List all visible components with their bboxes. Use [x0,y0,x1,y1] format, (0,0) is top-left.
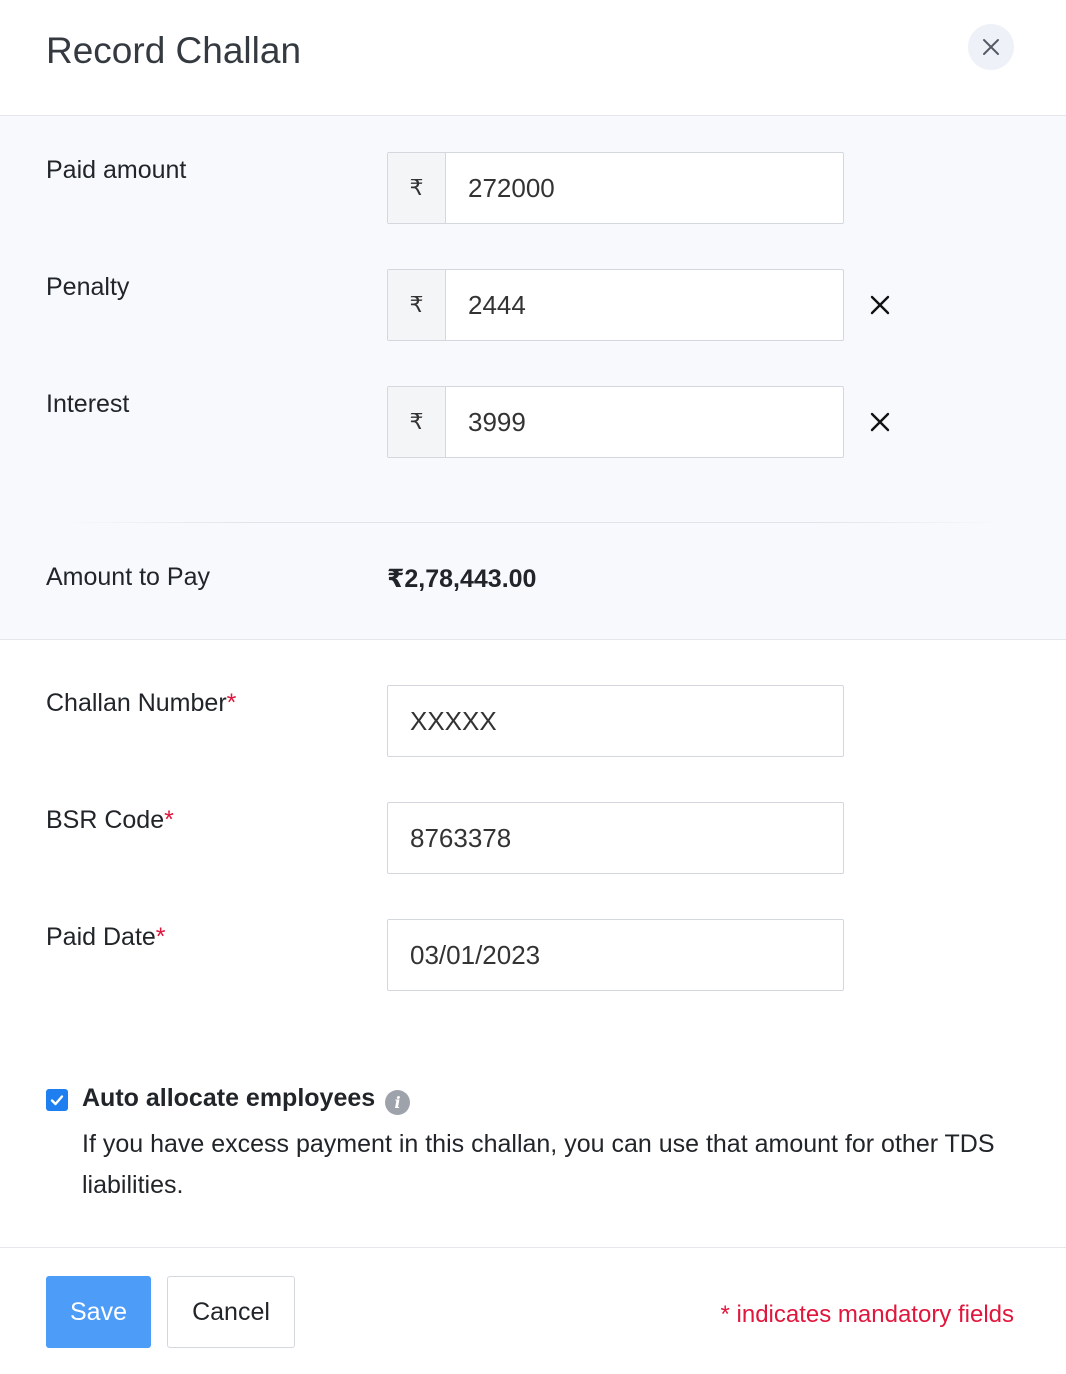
remove-interest-button[interactable] [866,408,894,436]
penalty-field [387,269,844,341]
dialog-footer [0,1247,1066,1374]
interest-label: Interest [46,390,130,418]
save-button[interactable]: Save [46,1276,151,1348]
penalty-label: Penalty [46,273,130,301]
challan-number-label: Challan Number* [46,689,237,717]
interest-field [387,386,844,458]
challan-number-input[interactable] [387,685,844,757]
bsr-code-label: BSR Code* [46,806,174,834]
checkmark-icon [49,1092,65,1108]
paid-amount-field [387,152,844,224]
required-marker: * [164,806,174,834]
bsr-code-input[interactable] [387,802,844,874]
cancel-button[interactable]: Cancel [167,1276,295,1348]
amount-section [0,116,1066,640]
mandatory-note: * indicates mandatory fields [720,1301,1014,1328]
section-divider [60,522,1006,523]
required-marker: * [226,689,237,717]
amount-to-pay-value: ₹2,78,443.00 [387,565,537,593]
amount-to-pay-label: Amount to Pay [46,563,210,591]
required-marker: * [155,923,166,951]
rupee-icon: ₹ [388,153,446,223]
close-icon [870,295,890,315]
close-icon [982,38,1000,56]
auto-allocate-description: If you have excess payment in this challan, you can use that amount for other TDS liabilities. [82,1130,995,1199]
paid-amount-label: Paid amount [46,156,187,184]
interest-input[interactable] [446,387,843,457]
close-button[interactable] [968,24,1014,70]
dialog-title: Record Challan [46,30,302,71]
paid-date-input[interactable] [387,919,844,991]
remove-penalty-button[interactable] [866,291,894,319]
paid-date-label: Paid Date* [46,923,166,951]
close-icon [870,412,890,432]
dialog-header [0,0,1066,116]
rupee-icon: ₹ [388,387,446,457]
penalty-input[interactable] [446,270,843,340]
auto-allocate-label[interactable]: Auto allocate employees [82,1084,376,1112]
rupee-icon: ₹ [388,270,446,340]
info-icon[interactable]: i [385,1090,410,1115]
paid-amount-input[interactable] [446,153,843,223]
auto-allocate-checkbox[interactable] [46,1089,68,1111]
